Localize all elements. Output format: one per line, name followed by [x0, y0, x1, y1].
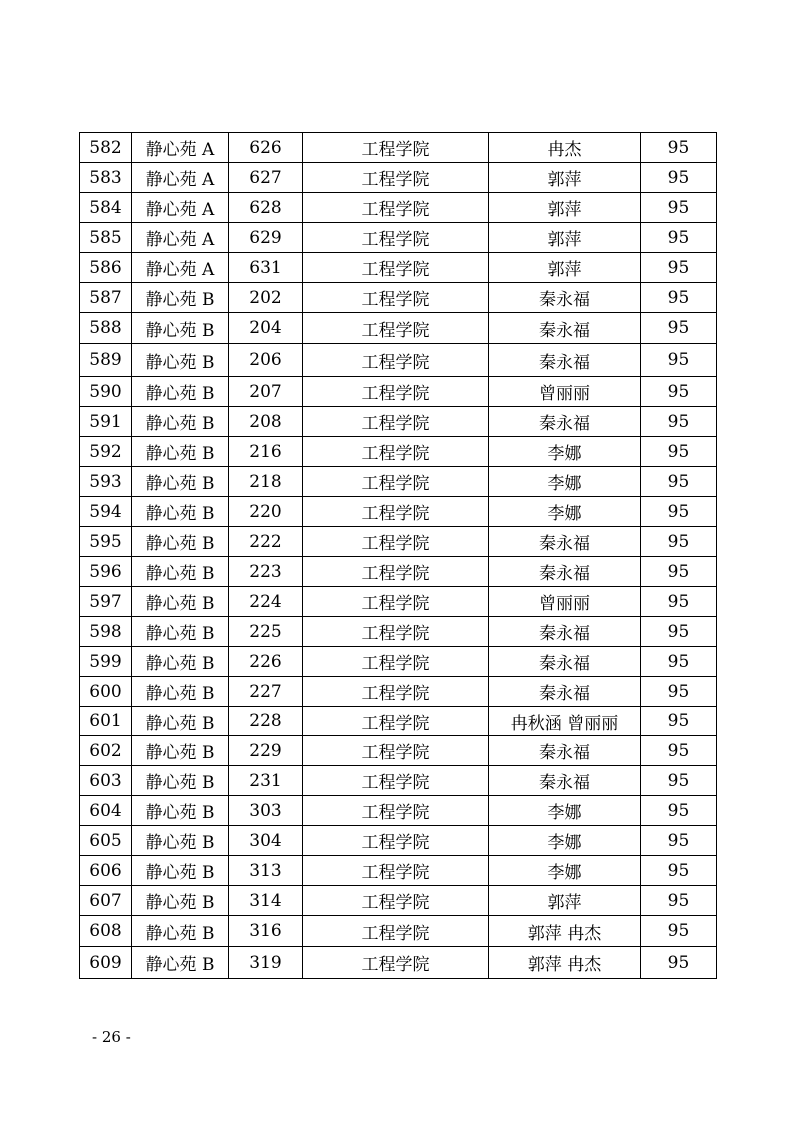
score-cell: 95 [641, 527, 717, 557]
room-number-cell: 204 [229, 313, 303, 344]
building-cell: 静心苑 B [132, 707, 229, 736]
table-row [80, 557, 717, 587]
table-row [80, 313, 717, 344]
building-cell: 静心苑 B [132, 766, 229, 796]
table-row [80, 253, 717, 283]
college-cell: 工程学院 [303, 856, 489, 886]
score-cell: 95 [641, 437, 717, 467]
row-index-cell: 588 [80, 313, 132, 344]
inspector-cell: 李娜 [489, 856, 641, 886]
room-number-cell: 629 [229, 223, 303, 253]
college-cell: 工程学院 [303, 133, 489, 163]
score-cell: 95 [641, 283, 717, 313]
row-index-cell: 591 [80, 407, 132, 437]
college-cell: 工程学院 [303, 736, 489, 766]
score-cell: 95 [641, 677, 717, 707]
room-number-cell: 628 [229, 193, 303, 223]
room-number-cell: 228 [229, 707, 303, 736]
table-row [80, 163, 717, 193]
room-number-cell: 627 [229, 163, 303, 193]
building-cell: 静心苑 B [132, 283, 229, 313]
score-cell: 95 [641, 736, 717, 766]
college-cell: 工程学院 [303, 497, 489, 527]
table-row [80, 467, 717, 497]
score-cell: 95 [641, 313, 717, 344]
building-cell: 静心苑 B [132, 947, 229, 979]
table-row [80, 766, 717, 796]
score-cell: 95 [641, 766, 717, 796]
college-cell: 工程学院 [303, 826, 489, 856]
room-number-cell: 222 [229, 527, 303, 557]
row-index-cell: 601 [80, 707, 132, 736]
room-number-cell: 227 [229, 677, 303, 707]
college-cell: 工程学院 [303, 223, 489, 253]
inspector-cell: 郭萍 [489, 223, 641, 253]
room-number-cell: 303 [229, 796, 303, 826]
table-row [80, 707, 717, 736]
college-cell: 工程学院 [303, 193, 489, 223]
row-index-cell: 598 [80, 617, 132, 647]
row-index-cell: 592 [80, 437, 132, 467]
building-cell: 静心苑 B [132, 313, 229, 344]
score-cell: 95 [641, 377, 717, 407]
building-cell: 静心苑 B [132, 344, 229, 377]
room-number-cell: 202 [229, 283, 303, 313]
table-row [80, 344, 717, 377]
room-number-cell: 225 [229, 617, 303, 647]
room-number-cell: 216 [229, 437, 303, 467]
dormitory-score-table [79, 132, 717, 979]
building-cell: 静心苑 A [132, 253, 229, 283]
room-number-cell: 224 [229, 587, 303, 617]
table-row [80, 826, 717, 856]
table-row [80, 437, 717, 467]
row-index-cell: 604 [80, 796, 132, 826]
college-cell: 工程学院 [303, 647, 489, 677]
building-cell: 静心苑 B [132, 407, 229, 437]
building-cell: 静心苑 B [132, 497, 229, 527]
inspector-cell: 李娜 [489, 497, 641, 527]
table-row [80, 133, 717, 163]
inspector-cell: 李娜 [489, 826, 641, 856]
college-cell: 工程学院 [303, 253, 489, 283]
room-number-cell: 316 [229, 916, 303, 947]
row-index-cell: 595 [80, 527, 132, 557]
college-cell: 工程学院 [303, 766, 489, 796]
building-cell: 静心苑 A [132, 133, 229, 163]
table-row [80, 587, 717, 617]
building-cell: 静心苑 A [132, 223, 229, 253]
inspector-cell: 秦永福 [489, 527, 641, 557]
table-row [80, 527, 717, 557]
inspector-cell: 李娜 [489, 467, 641, 497]
score-cell: 95 [641, 826, 717, 856]
building-cell: 静心苑 B [132, 736, 229, 766]
score-cell: 95 [641, 587, 717, 617]
inspector-cell: 郭萍 冉杰 [489, 916, 641, 947]
room-number-cell: 207 [229, 377, 303, 407]
table-row [80, 886, 717, 916]
building-cell: 静心苑 B [132, 377, 229, 407]
college-cell: 工程学院 [303, 527, 489, 557]
score-cell: 95 [641, 947, 717, 979]
room-number-cell: 304 [229, 826, 303, 856]
building-cell: 静心苑 B [132, 467, 229, 497]
inspector-cell: 曾丽丽 [489, 587, 641, 617]
room-number-cell: 208 [229, 407, 303, 437]
inspector-cell: 曾丽丽 [489, 377, 641, 407]
building-cell: 静心苑 A [132, 193, 229, 223]
college-cell: 工程学院 [303, 283, 489, 313]
score-cell: 95 [641, 856, 717, 886]
table-row [80, 497, 717, 527]
row-index-cell: 606 [80, 856, 132, 886]
score-cell: 95 [641, 223, 717, 253]
table-row [80, 283, 717, 313]
inspector-cell: 秦永福 [489, 617, 641, 647]
college-cell: 工程学院 [303, 587, 489, 617]
building-cell: 静心苑 B [132, 557, 229, 587]
college-cell: 工程学院 [303, 557, 489, 587]
score-cell: 95 [641, 467, 717, 497]
score-cell: 95 [641, 407, 717, 437]
score-cell: 95 [641, 344, 717, 377]
table-row [80, 223, 717, 253]
building-cell: 静心苑 B [132, 647, 229, 677]
inspector-cell: 郭萍 [489, 253, 641, 283]
building-cell: 静心苑 B [132, 437, 229, 467]
college-cell: 工程学院 [303, 344, 489, 377]
building-cell: 静心苑 B [132, 527, 229, 557]
row-index-cell: 585 [80, 223, 132, 253]
inspector-cell: 李娜 [489, 437, 641, 467]
score-cell: 95 [641, 557, 717, 587]
room-number-cell: 319 [229, 947, 303, 979]
row-index-cell: 586 [80, 253, 132, 283]
inspector-cell: 秦永福 [489, 677, 641, 707]
college-cell: 工程学院 [303, 677, 489, 707]
score-cell: 95 [641, 916, 717, 947]
inspector-cell: 秦永福 [489, 736, 641, 766]
building-cell: 静心苑 B [132, 617, 229, 647]
row-index-cell: 594 [80, 497, 132, 527]
room-number-cell: 231 [229, 766, 303, 796]
inspector-cell: 秦永福 [489, 283, 641, 313]
college-cell: 工程学院 [303, 377, 489, 407]
table-row [80, 736, 717, 766]
building-cell: 静心苑 B [132, 916, 229, 947]
row-index-cell: 583 [80, 163, 132, 193]
row-index-cell: 590 [80, 377, 132, 407]
score-cell: 95 [641, 707, 717, 736]
college-cell: 工程学院 [303, 467, 489, 497]
row-index-cell: 589 [80, 344, 132, 377]
table-row [80, 947, 717, 979]
building-cell: 静心苑 B [132, 886, 229, 916]
table-row [80, 647, 717, 677]
building-cell: 静心苑 B [132, 856, 229, 886]
row-index-cell: 603 [80, 766, 132, 796]
score-cell: 95 [641, 796, 717, 826]
row-index-cell: 584 [80, 193, 132, 223]
row-index-cell: 605 [80, 826, 132, 856]
inspector-cell: 秦永福 [489, 557, 641, 587]
inspector-cell: 秦永福 [489, 407, 641, 437]
building-cell: 静心苑 B [132, 677, 229, 707]
inspector-cell: 秦永福 [489, 313, 641, 344]
room-number-cell: 206 [229, 344, 303, 377]
room-number-cell: 626 [229, 133, 303, 163]
room-number-cell: 223 [229, 557, 303, 587]
table-body [80, 133, 717, 979]
score-cell: 95 [641, 617, 717, 647]
row-index-cell: 582 [80, 133, 132, 163]
college-cell: 工程学院 [303, 916, 489, 947]
row-index-cell: 607 [80, 886, 132, 916]
score-cell: 95 [641, 133, 717, 163]
row-index-cell: 602 [80, 736, 132, 766]
college-cell: 工程学院 [303, 617, 489, 647]
building-cell: 静心苑 B [132, 796, 229, 826]
room-number-cell: 313 [229, 856, 303, 886]
room-number-cell: 314 [229, 886, 303, 916]
college-cell: 工程学院 [303, 313, 489, 344]
college-cell: 工程学院 [303, 437, 489, 467]
college-cell: 工程学院 [303, 407, 489, 437]
room-number-cell: 220 [229, 497, 303, 527]
row-index-cell: 608 [80, 916, 132, 947]
inspector-cell: 秦永福 [489, 344, 641, 377]
score-cell: 95 [641, 163, 717, 193]
table-row [80, 377, 717, 407]
score-cell: 95 [641, 253, 717, 283]
table-row [80, 856, 717, 886]
table-row [80, 617, 717, 647]
page-number: - 26 - [92, 1028, 131, 1046]
row-index-cell: 600 [80, 677, 132, 707]
score-cell: 95 [641, 886, 717, 916]
table-row [80, 407, 717, 437]
college-cell: 工程学院 [303, 947, 489, 979]
inspector-cell: 郭萍 冉杰 [489, 947, 641, 979]
building-cell: 静心苑 B [132, 587, 229, 617]
inspector-cell: 郭萍 [489, 193, 641, 223]
score-cell: 95 [641, 497, 717, 527]
college-cell: 工程学院 [303, 796, 489, 826]
inspector-cell: 郭萍 [489, 163, 641, 193]
inspector-cell: 秦永福 [489, 766, 641, 796]
inspector-cell: 李娜 [489, 796, 641, 826]
room-number-cell: 631 [229, 253, 303, 283]
table-row [80, 796, 717, 826]
building-cell: 静心苑 A [132, 163, 229, 193]
college-cell: 工程学院 [303, 707, 489, 736]
table-row [80, 193, 717, 223]
inspector-cell: 秦永福 [489, 647, 641, 677]
inspector-cell: 冉杰 [489, 133, 641, 163]
row-index-cell: 593 [80, 467, 132, 497]
college-cell: 工程学院 [303, 163, 489, 193]
score-cell: 95 [641, 647, 717, 677]
row-index-cell: 599 [80, 647, 132, 677]
room-number-cell: 229 [229, 736, 303, 766]
table-row [80, 677, 717, 707]
row-index-cell: 596 [80, 557, 132, 587]
college-cell: 工程学院 [303, 886, 489, 916]
row-index-cell: 587 [80, 283, 132, 313]
row-index-cell: 609 [80, 947, 132, 979]
row-index-cell: 597 [80, 587, 132, 617]
building-cell: 静心苑 B [132, 826, 229, 856]
table-row [80, 916, 717, 947]
inspector-cell: 冉秋涵 曾丽丽 [489, 707, 641, 736]
inspector-cell: 郭萍 [489, 886, 641, 916]
room-number-cell: 218 [229, 467, 303, 497]
room-number-cell: 226 [229, 647, 303, 677]
score-cell: 95 [641, 193, 717, 223]
